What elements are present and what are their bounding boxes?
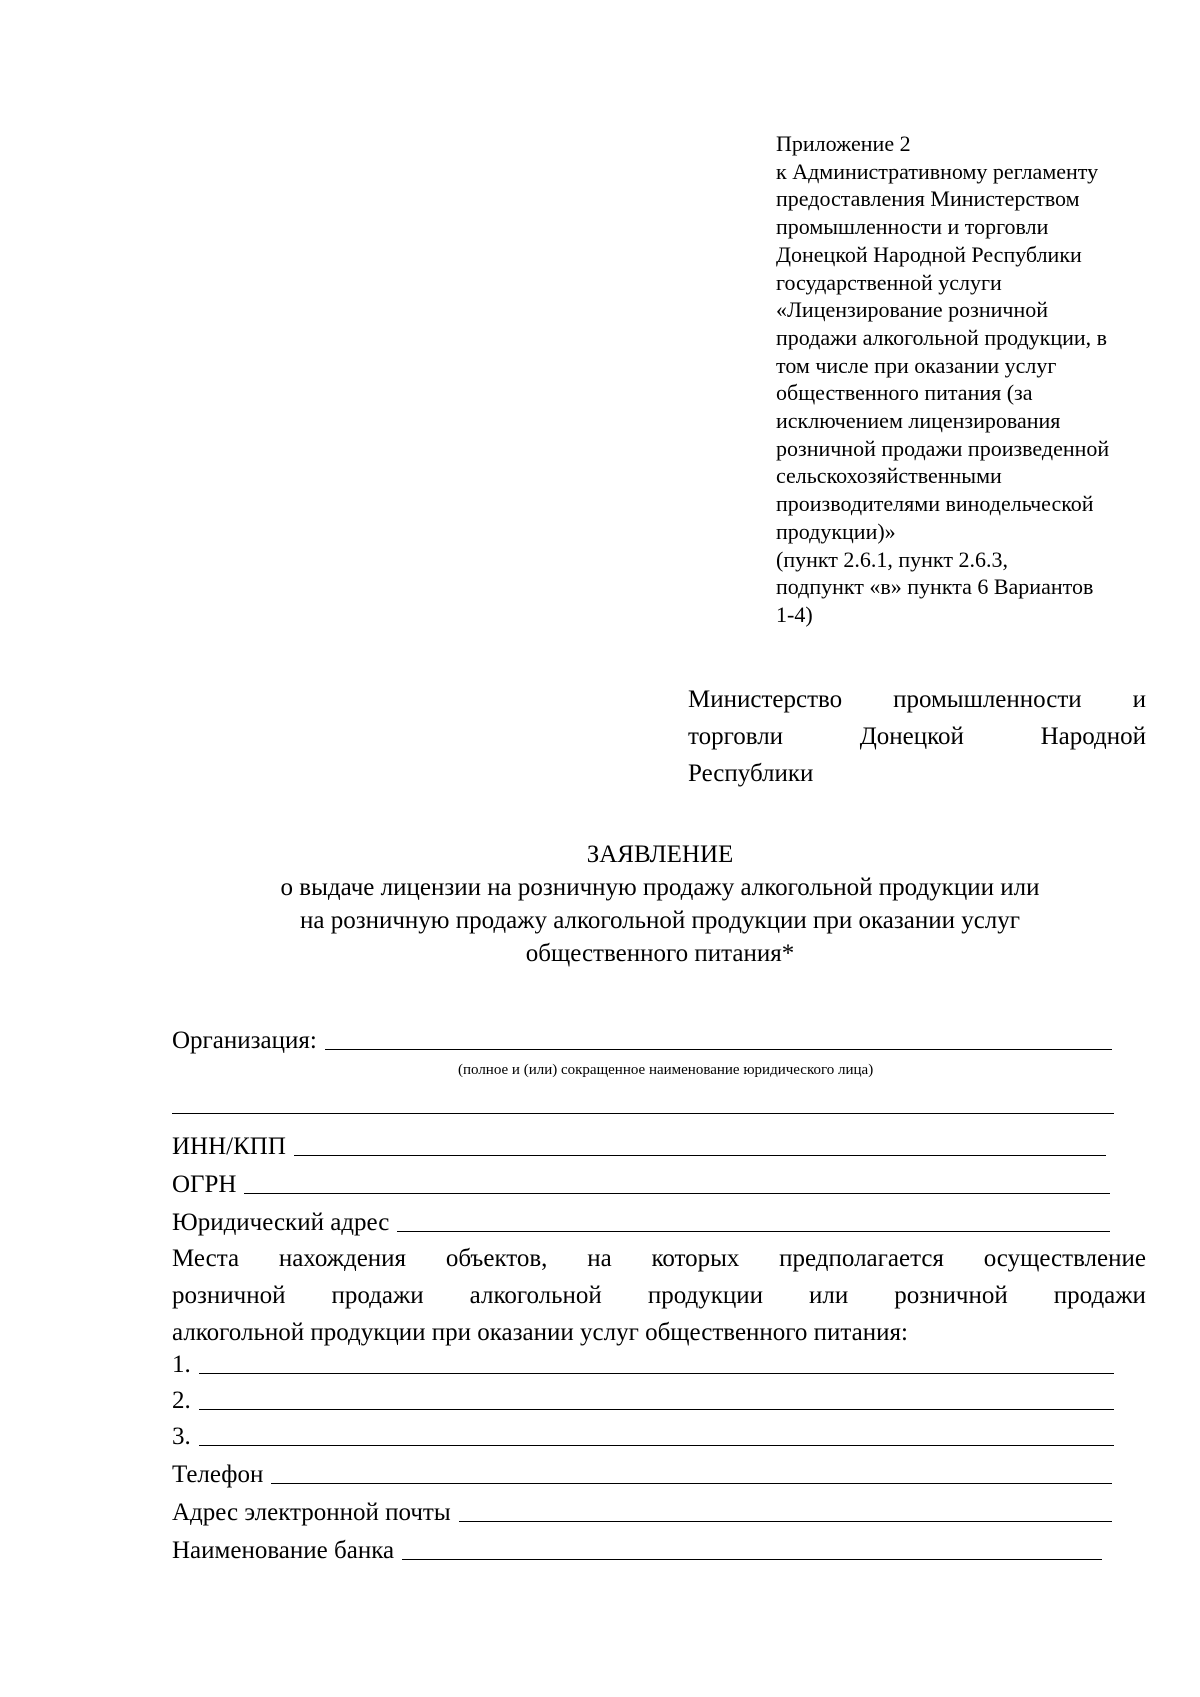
addressee-word: и [1132, 686, 1146, 713]
objects-intro [172, 1240, 1146, 1351]
addressee-block [688, 681, 1146, 792]
inn-kpp-field [172, 1128, 1106, 1162]
objects-word: розничной [172, 1282, 286, 1309]
addressee-word: Народной [1040, 723, 1146, 750]
ogrn-label: ОГРН [172, 1171, 237, 1198]
phone-label: Телефон [172, 1461, 264, 1488]
objects-word: которых [651, 1245, 740, 1272]
email-input-line[interactable] [459, 1520, 1112, 1522]
addressee-word: торговли [688, 723, 784, 750]
organization-continuation-line[interactable] [172, 1113, 1114, 1114]
annex-line: подпункт «в» пункта 6 Вариантов [776, 574, 1094, 600]
annex-line: продажи алкогольной продукции, в [776, 324, 1108, 350]
annex-line: к Административному регламенту [776, 158, 1099, 184]
addressee-row [688, 718, 1146, 755]
object-item-number: 2. [172, 1387, 191, 1414]
annex-line: Приложение 2 [776, 131, 911, 156]
object-item-input-line[interactable] [199, 1408, 1114, 1410]
legal-address-label: Юридический адрес [172, 1209, 390, 1236]
annex-line: том числе при оказании услуг [776, 352, 1057, 378]
annex-line: продукции)» [776, 518, 896, 544]
organization-hint: (полное и (или) сокращенное наименование юридического лица) [458, 1062, 874, 1078]
title-heading: ЗАЯВЛЕНИЕ [586, 841, 734, 868]
organization-input-line[interactable] [325, 1048, 1112, 1050]
objects-word: розничной [894, 1282, 1008, 1309]
addressee-row: Республики [688, 760, 814, 787]
object-item-1 [172, 1346, 1114, 1380]
objects-word: продажи [1053, 1282, 1146, 1309]
objects-word: предполагается [779, 1245, 944, 1272]
bank-label: Наименование банка [172, 1537, 395, 1564]
annex-line: (пункт 2.6.1, пункт 2.6.3, [776, 546, 1008, 572]
legal-address-input-line[interactable] [397, 1230, 1110, 1232]
annex-line: производителями винодельческой [776, 491, 1094, 517]
phone-input-line[interactable] [271, 1482, 1112, 1484]
objects-word: объектов, [445, 1245, 548, 1272]
objects-word: продукции [647, 1282, 763, 1309]
annex-line: общественного питания (за [776, 380, 1033, 406]
objects-word: нахождения [278, 1245, 407, 1272]
objects-word: или [809, 1282, 849, 1309]
addressee-word: промышленности [893, 686, 1082, 713]
object-item-input-line[interactable] [199, 1444, 1114, 1446]
annex-line: предоставления Министерством [776, 186, 1080, 212]
ogrn-input-line[interactable] [244, 1192, 1110, 1194]
bank-input-line[interactable] [402, 1558, 1102, 1560]
annex-reference [776, 130, 1176, 629]
inn-kpp-input-line[interactable] [294, 1154, 1106, 1156]
title-line: о выдаче лицензии на розничную продажу алкогольной продукции или [280, 874, 1040, 901]
application-title [100, 838, 1200, 970]
annex-line: государственной услуги [776, 269, 1002, 295]
bank-field [172, 1532, 1102, 1566]
inn-kpp-label: ИНН/КПП [172, 1133, 286, 1160]
email-label: Адрес электронной почты [172, 1499, 451, 1526]
object-item-input-line[interactable] [199, 1372, 1114, 1374]
objects-word: на [587, 1245, 612, 1272]
objects-intro-row [172, 1277, 1146, 1314]
ogrn-field [172, 1166, 1110, 1200]
annex-line: сельскохозяйственными [776, 463, 1002, 489]
organization-label: Организация: [172, 1027, 317, 1054]
objects-word: Места [172, 1245, 240, 1272]
object-item-2 [172, 1382, 1114, 1416]
annex-line: промышленности и торговли [776, 214, 1049, 240]
object-item-3 [172, 1418, 1114, 1452]
annex-line: исключением лицензирования [776, 408, 1061, 434]
objects-word: продажи [331, 1282, 424, 1309]
title-line: общественного питания* [525, 940, 795, 967]
object-item-number: 1. [172, 1351, 191, 1378]
organization-field [172, 1022, 1112, 1056]
objects-intro-row [172, 1240, 1146, 1277]
legal-address-field [172, 1204, 1110, 1238]
objects-word: алкогольной [469, 1282, 602, 1309]
annex-line: Донецкой Народной Республики [776, 241, 1082, 267]
phone-field [172, 1456, 1112, 1490]
addressee-word: Министерство [688, 686, 843, 713]
addressee-row [688, 681, 1146, 718]
annex-line: «Лицензирование розничной [776, 297, 1048, 323]
addressee-word: Донецкой [859, 723, 964, 750]
email-field [172, 1494, 1112, 1528]
object-item-number: 3. [172, 1423, 191, 1450]
objects-intro-row: алкогольной продукции при оказании услуг общественного питания: [172, 1319, 908, 1346]
objects-word: осуществление [983, 1245, 1146, 1272]
title-line: на розничную продажу алкогольной продукции при оказании услуг [299, 907, 1021, 934]
annex-line: розничной продажи произведенной [776, 435, 1110, 461]
annex-line: 1-4) [776, 601, 813, 627]
